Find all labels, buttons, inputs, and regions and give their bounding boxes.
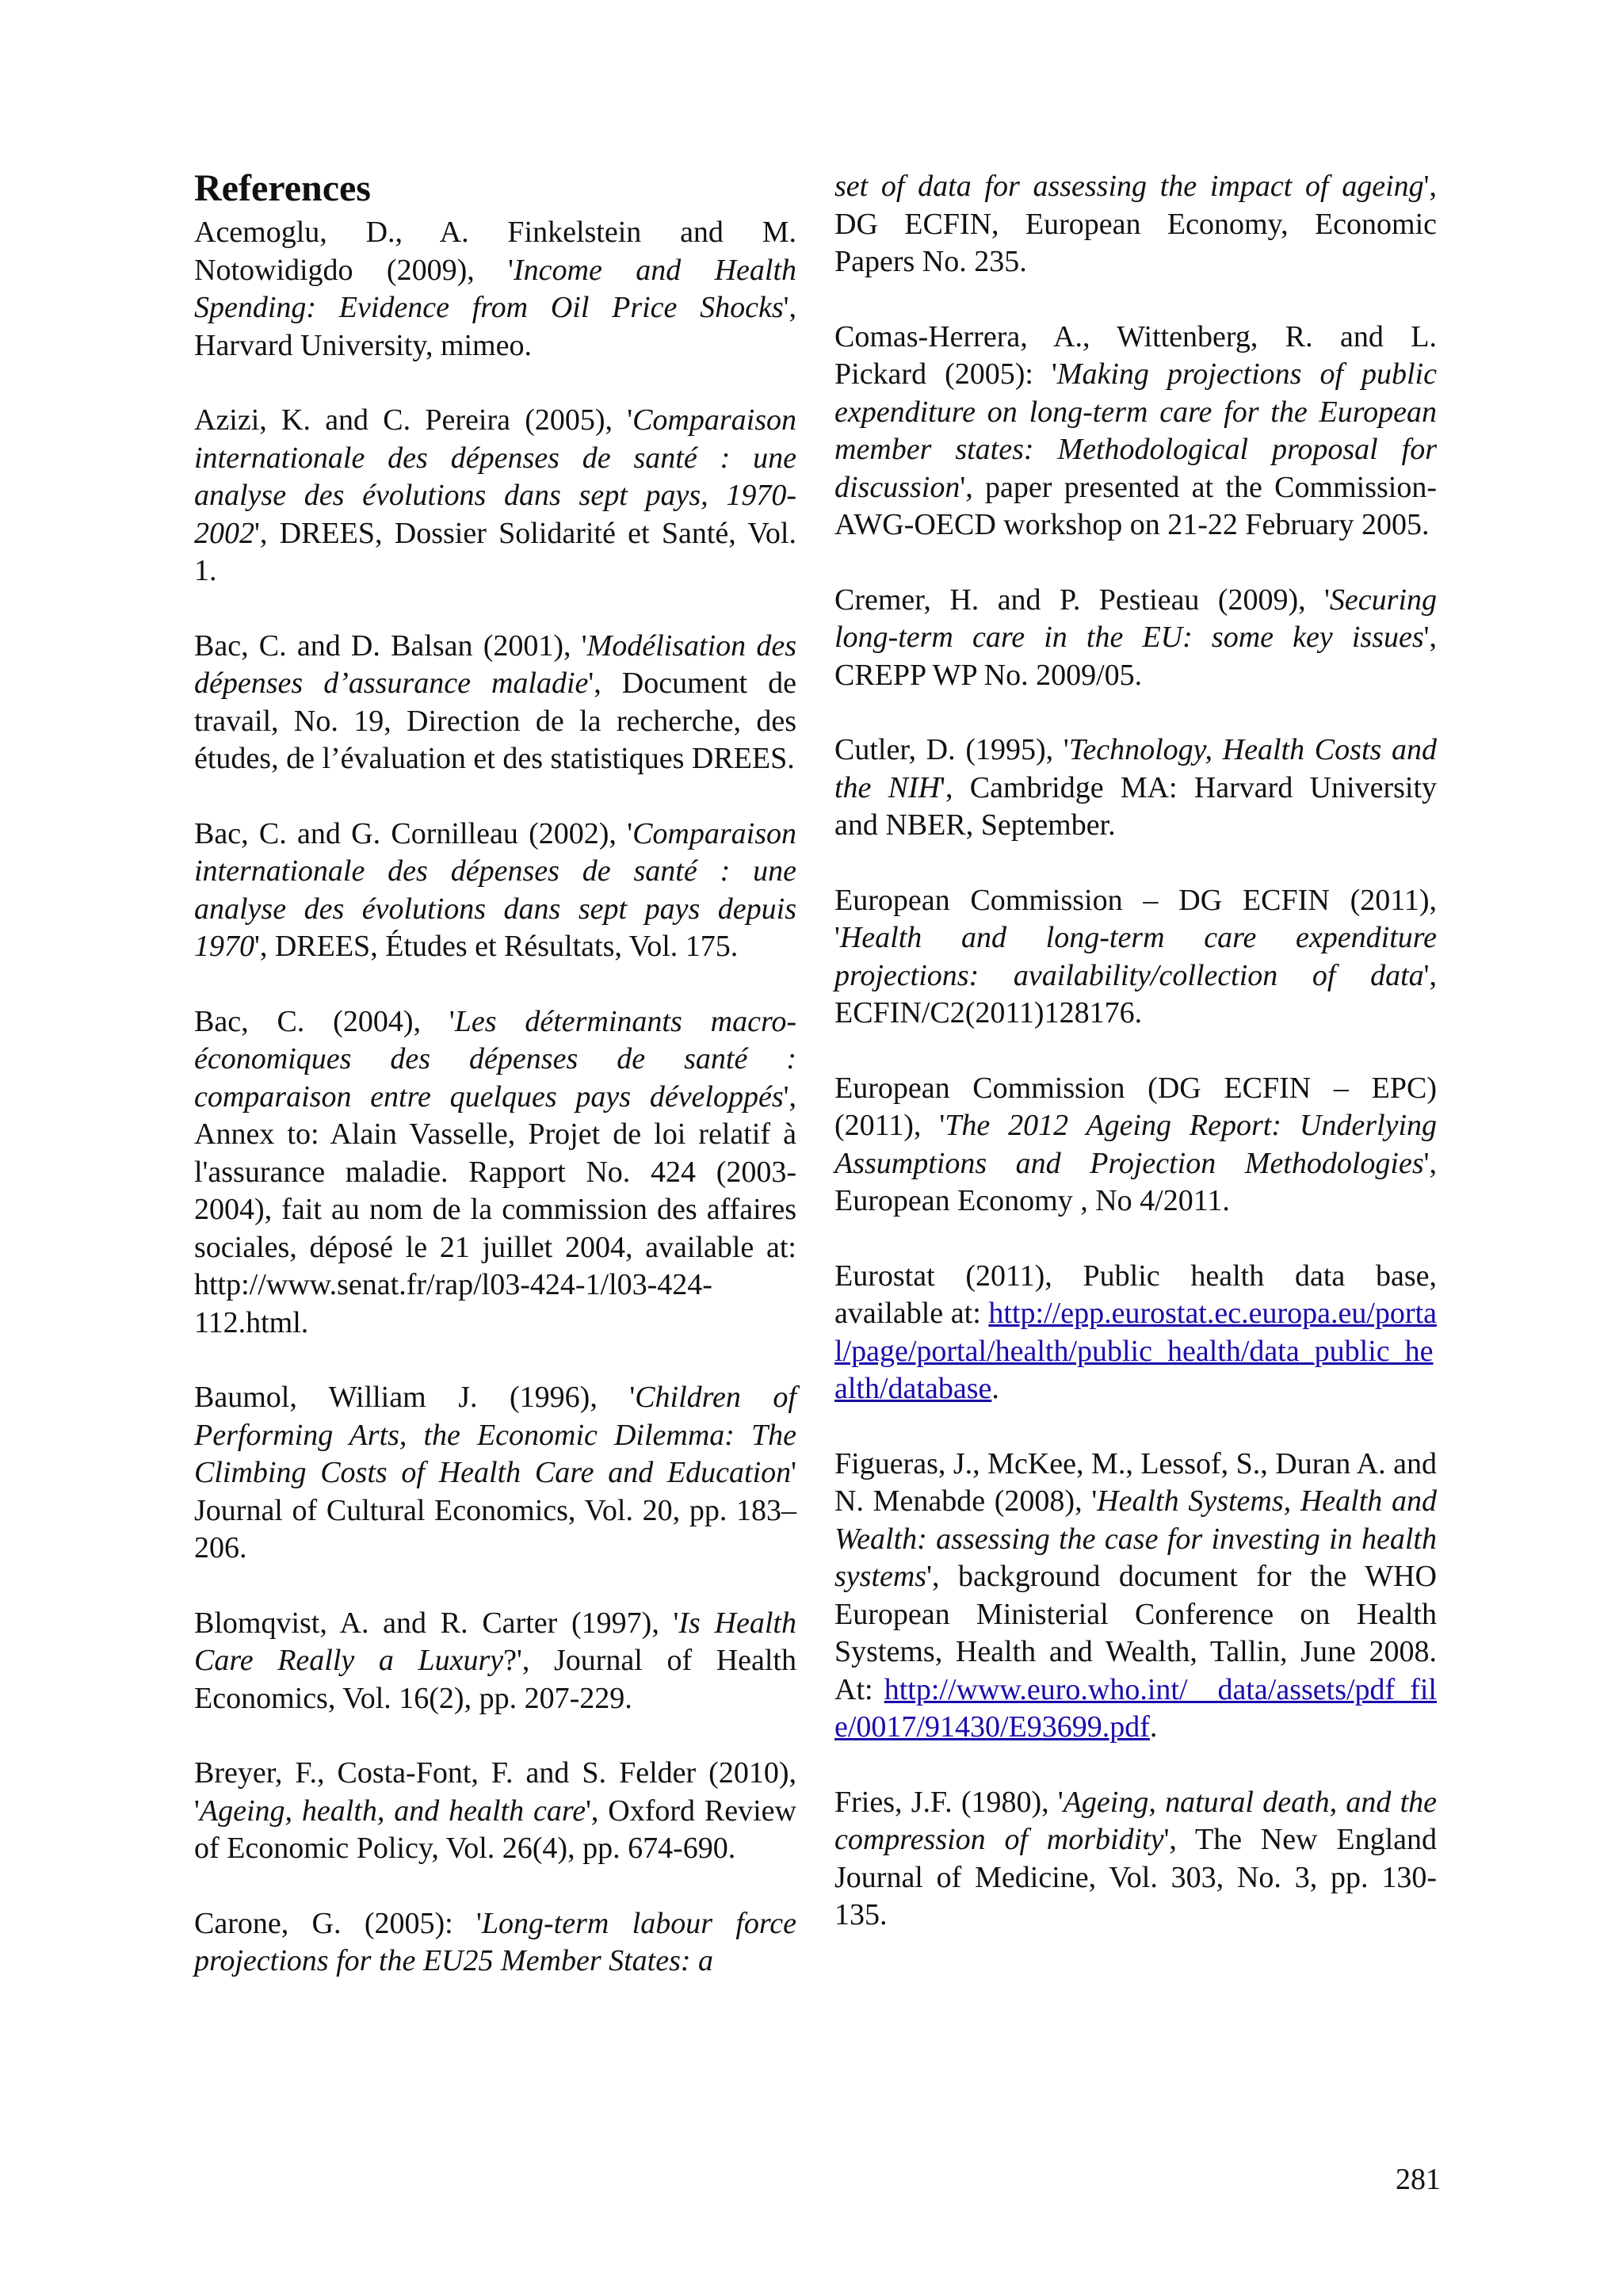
reference-entry [834, 1784, 1437, 1935]
reference-text: Fries, J.F. (1980), ' [834, 1785, 1064, 1819]
reference-entry [834, 732, 1437, 845]
reference-entry [834, 1070, 1437, 1221]
reference-text: Bac, C. and G. Cornilleau (2002), ' [194, 816, 633, 850]
reference-entry [194, 628, 796, 778]
reference-text: Figueras, J., McKee, M., Lessof, S., Duran A. and N. Menabde (2008), ' [834, 1446, 1437, 1518]
reference-title: Income and Health Spending: Evidence from Oil Price Shocks [194, 253, 796, 324]
reference-entry [834, 582, 1437, 695]
reference-link[interactable]: http://epp.eurostat.ec.europa.eu/portal/page/portal/health/public_health/data_public_health/database [834, 1297, 1437, 1405]
reference-title: Les déterminants macro-économiques des dépenses de santé : comparaison entre quelques pays développés [194, 1004, 796, 1114]
reference-text: Comas-Herrera, A., Wittenberg, R. and L. Pickard (2005): ' [834, 319, 1437, 391]
reference-link[interactable]: http://www.euro.who.int/__data/assets/pdf_file/0017/91430/E93699.pdf [834, 1672, 1437, 1744]
reference-text: ', Annex to: Alain Vasselle, Projet de loi relatif à l'assurance maladie. Rapport No. 424 (2003-2004), fait au nom de la commission des affaires sociales, déposé le 21 juillet 2004, available at: http://www.senat.fr/rap/l03-424-1/l03-424-112.html. [194, 1079, 796, 1339]
reference-title: Securing long-term care in the EU: some key issues [834, 583, 1437, 654]
reference-text: ', Cambridge MA: Harvard University and NBER, September. [834, 770, 1438, 842]
reference-text: ', DREES, Études et Résultats, Vol. 175. [254, 930, 739, 963]
reference-text: ', CREPP WP No. 2009/05. [834, 621, 1437, 692]
reference-text: . [991, 1372, 999, 1405]
reference-text: ', DG ECFIN, European Economy, Economic Papers No. 235. [834, 170, 1437, 278]
reference-entry [194, 214, 796, 365]
reference-entry [834, 319, 1437, 544]
reference-entry [834, 1446, 1437, 1747]
reference-text: ?', Journal of Health Economics, Vol. 16(2), pp. 207-229. [194, 1644, 796, 1715]
reference-text: ', background document for the WHO European Ministerial Conference on Health Systems, Health and Wealth, Tallin, June 2008. At: [834, 1560, 1437, 1706]
reference-text: European Commission – DG ECFIN (2011), ' [834, 883, 1437, 954]
reference-entry [194, 816, 796, 966]
reference-text: Bac, C. (2004), ' [194, 1004, 455, 1038]
reference-text: European Commission (DG ECFIN – EPC) (2011), ' [834, 1071, 1437, 1142]
reference-text: ', paper presented at the Commission- AWG-OECD workshop on 21-22 February 2005. [834, 470, 1437, 541]
reference-text: Cutler, D. (1995), ' [834, 733, 1069, 766]
reference-title: The 2012 Ageing Report: Underlying Assumptions and Projection Methodologies [834, 1109, 1438, 1180]
reference-text: Breyer, F., Costa-Font, F. and S. Felder (2010), ' [194, 1756, 796, 1828]
left-column [194, 165, 796, 2018]
reference-text: Bac, C. and D. Balsan (2001), ' [194, 628, 587, 663]
reference-text: Eurostat (2011), Public health data base, available at: [834, 1259, 1437, 1330]
reference-text: ' Journal of Cultural Economics, Vol. 20, pp. 183–206. [194, 1456, 796, 1564]
reference-title: Health and long-term care expenditure projections: availability/collection of data [834, 921, 1437, 992]
reference-entry [834, 1258, 1437, 1408]
reference-title: Children of Performing Arts, the Economic Dilemma: The Climbing Costs of Health Care and Education [194, 1381, 796, 1489]
page-number: 281 [1396, 2163, 1441, 2196]
reference-title: Technology, Health Costs and the NIH [834, 733, 1438, 804]
reference-title: set of data for assessing the impact of ageing [834, 170, 1424, 203]
reference-text: ', The New England Journal of Medicine, Vol. 303, No. 3, pp. 130-135. [834, 1823, 1438, 1931]
reference-title: Comparaison internationale des dépenses de santé : une analyse des évolutions dans sept pays, 1970-2002 [194, 403, 796, 550]
right-reference-list [834, 168, 1437, 1935]
reference-title: Health Systems, Health and Wealth: assessing the case for investing in health systems [834, 1484, 1438, 1593]
reference-text: Cremer, H. and P. Pestieau (2009), ' [834, 583, 1330, 617]
reference-entry [834, 882, 1437, 1033]
reference-title: Comparaison internationale des dépenses de santé : une analyse des évolutions dans sept pays depuis 1970 [194, 816, 796, 963]
reference-title: Long-term labour force projections for the EU25 Member States: a [194, 1906, 796, 1977]
reference-title: Making projections of public expenditure on long-term care for the European member states: Methodological proposal for discussion [834, 357, 1437, 504]
reference-title: Modélisation des dépenses d’assurance maladie [194, 628, 796, 700]
reference-text: ', Harvard University, mimeo. [194, 291, 796, 362]
reference-text: ', DREES, Dossier Solidarité et Santé, Vol. 1. [194, 516, 796, 587]
reference-text: Blomqvist, A. and R. Carter (1997), ' [194, 1606, 679, 1640]
reference-entry [194, 1905, 796, 1981]
reference-text: Carone, G. (2005): ' [194, 1906, 482, 1940]
right-column [834, 168, 1437, 1972]
reference-entry [194, 1003, 796, 1343]
references-heading: References [194, 167, 371, 209]
reference-text: ', European Economy , No 4/2011. [834, 1146, 1437, 1217]
reference-entry [834, 168, 1437, 281]
reference-text: ', Document de travail, No. 19, Direction de la recherche, des études, de l’évaluation et des statistiques DREES. [194, 667, 796, 775]
reference-title: Ageing, health, and health care [199, 1794, 586, 1828]
left-reference-list [194, 214, 796, 1981]
reference-text: . [1149, 1710, 1158, 1744]
reference-text: ', Oxford Review of Economic Policy, Vol. 26(4), pp. 674-690. [194, 1794, 796, 1865]
reference-entry [194, 1379, 796, 1568]
reference-title: Is Health Care Really a Luxury [194, 1606, 796, 1677]
reference-text: Acemoglu, D., A. Finkelstein and M. Notowidigdo (2009), ' [194, 216, 796, 287]
reference-entry [194, 1755, 796, 1868]
reference-entry [194, 402, 796, 590]
reference-title: Ageing, natural death, and the compression of morbidity [834, 1785, 1437, 1856]
reference-entry [194, 1605, 796, 1718]
reference-text: Baumol, William J. (1996), ' [194, 1381, 636, 1414]
reference-text: ', ECFIN/C2(2011)128176. [834, 958, 1437, 1030]
reference-text: Azizi, K. and C. Pereira (2005), ' [194, 403, 633, 437]
